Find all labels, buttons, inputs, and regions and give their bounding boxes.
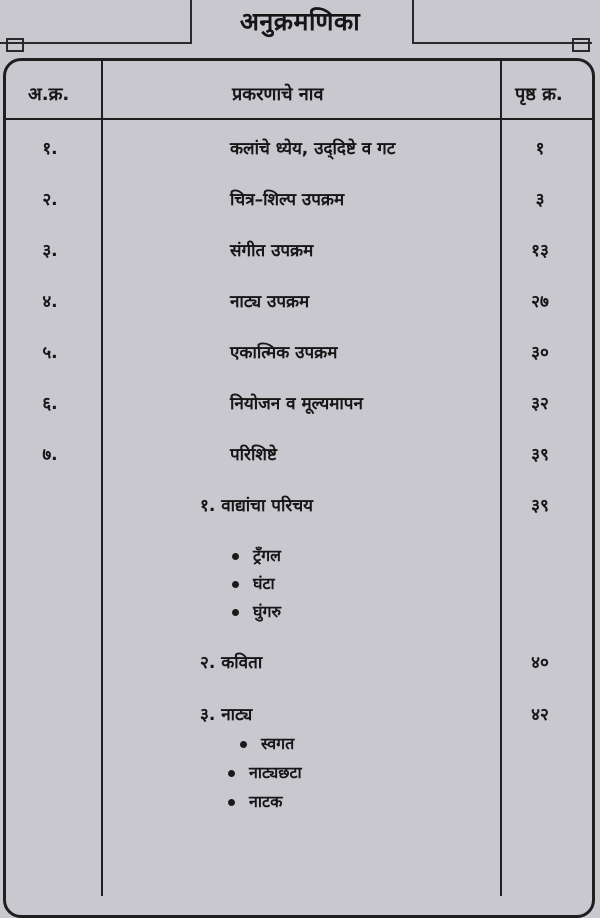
chapter-title: एकात्मिक उपक्रम <box>230 343 338 363</box>
row-number: ६. <box>42 394 58 414</box>
chapter-title: नाट्य उपक्रम <box>230 292 310 312</box>
chapter-title: नियोजन व मूल्यमापन <box>230 394 363 414</box>
appendix-item: २. कविता <box>200 653 263 673</box>
bullet-item: नाटक <box>228 790 282 812</box>
bullet-icon <box>228 770 235 777</box>
header-chapter: प्रकरणाचे नाव <box>232 84 324 105</box>
column-divider-right <box>500 60 502 896</box>
header-number: अ.क्र. <box>28 84 70 105</box>
bullet-item: ट्रँगल <box>232 544 281 566</box>
chapter-title: कलांचे ध्येय, उद्‌दिष्टे व गट <box>230 139 396 159</box>
page-number: २७ <box>531 292 549 312</box>
column-divider-left <box>101 60 103 896</box>
page-number: १ <box>535 139 545 159</box>
page-number: ४२ <box>531 705 549 725</box>
title-frame-top <box>0 42 190 44</box>
header-separator <box>3 118 595 120</box>
corner-ornament-right <box>572 38 590 52</box>
bullet-item: घुंगरु <box>232 600 281 622</box>
chapter-title: परिशिष्टे <box>230 445 277 465</box>
corner-ornament-left <box>6 38 24 52</box>
header-page: पृष्ठ क्र. <box>515 84 563 105</box>
page-title: अनुक्रमणिका <box>239 7 361 36</box>
chapter-title: संगीत उपक्रम <box>230 241 314 261</box>
chapter-title: चित्र–शिल्प उपक्रम <box>230 190 345 210</box>
row-number: २. <box>42 190 58 210</box>
bullet-item: नाट्यछटा <box>228 761 302 783</box>
page-number: ३ <box>535 190 545 210</box>
bullet-item: घंटा <box>232 572 275 594</box>
page-number: १३ <box>531 241 549 261</box>
page-number: ३२ <box>531 394 549 414</box>
row-number: ७. <box>42 445 58 465</box>
bullet-icon <box>240 741 247 748</box>
bullet-icon <box>232 553 239 560</box>
bullet-icon <box>228 799 235 806</box>
bullet-icon <box>232 609 239 616</box>
page-number: ३९ <box>531 496 549 516</box>
page-number: ३० <box>531 343 549 363</box>
bullet-item: स्वगत <box>240 732 294 754</box>
row-number: ३. <box>42 241 58 261</box>
appendix-item: १. वाद्यांचा परिचय <box>200 496 313 516</box>
row-number: ५. <box>42 343 58 363</box>
row-number: १. <box>42 139 58 159</box>
page-number: ३९ <box>531 445 549 465</box>
title-frame-top-right <box>412 42 592 44</box>
page-number: ४० <box>531 653 549 673</box>
bullet-icon <box>232 581 239 588</box>
appendix-item: ३. नाट्य <box>200 705 253 725</box>
row-number: ४. <box>42 292 58 312</box>
